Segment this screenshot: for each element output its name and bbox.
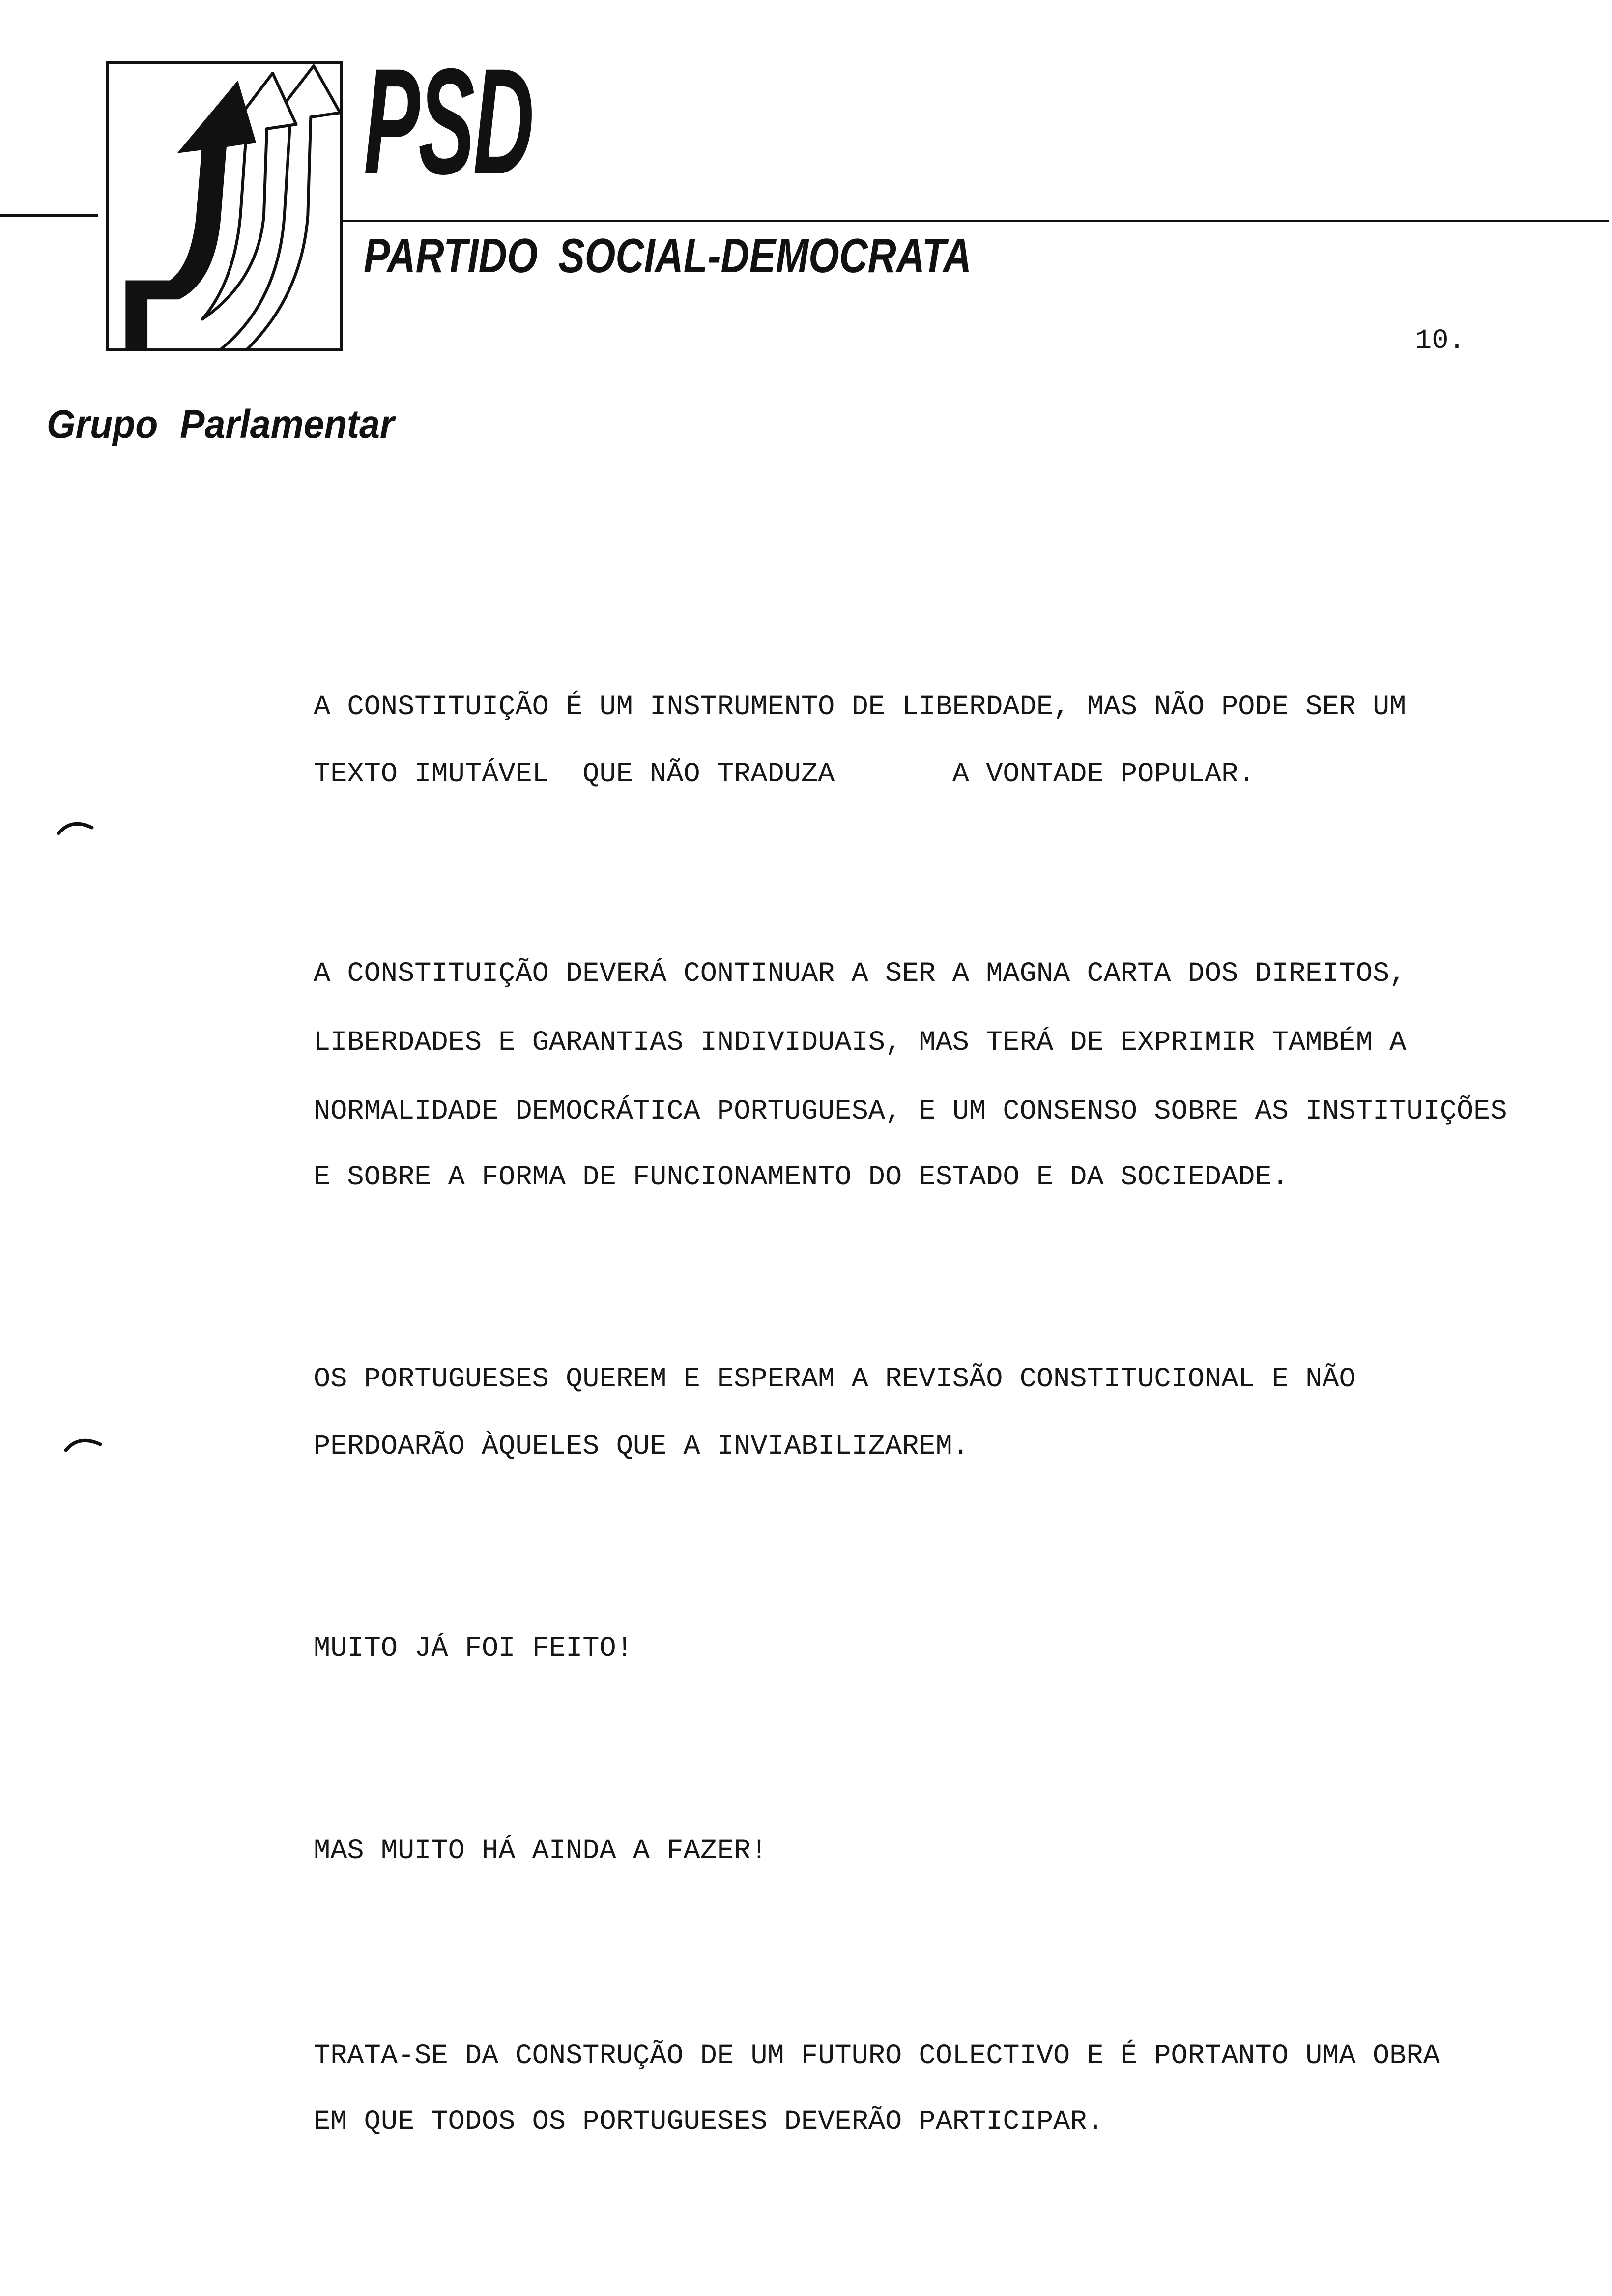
body-line: MAS MUITO HÁ AINDA A FAZER! bbox=[314, 1836, 768, 1867]
page-number: 10. bbox=[1415, 325, 1466, 357]
body-line: TRATA-SE DA CONSTRUÇÃO DE UM FUTURO COLECTIVO E É PORTANTO UMA OBRA bbox=[314, 2040, 1440, 2072]
group-label: Grupo Parlamentar bbox=[47, 402, 395, 447]
body-line: PERDOARÃO ÀQUELES QUE A INVIABILIZAREM. bbox=[314, 1431, 970, 1463]
body-line: LIBERDADES E GARANTIAS INDIVIDUAIS, MAS TERÁ DE EXPRIMIR TAMBÉM A bbox=[314, 1027, 1407, 1059]
body-line: NORMALIDADE DEMOCRÁTICA PORTUGUESA, E UM CONSENSO SOBRE AS INSTITUIÇÕES bbox=[314, 1096, 1507, 1127]
logo-arrow-black-icon bbox=[126, 82, 255, 350]
body-line: MUITO JÁ FOI FEITO! bbox=[314, 1633, 633, 1665]
hole-punch-mark-icon bbox=[64, 1433, 103, 1452]
body-line: EM QUE TODOS OS PORTUGUESES DEVERÃO PARTICIPAR. bbox=[314, 2106, 1104, 2138]
body-line: TEXTO IMUTÁVEL QUE NÃO TRADUZA A VONTADE POPULAR. bbox=[314, 759, 1255, 790]
header-rule-right bbox=[343, 220, 1609, 222]
hole-punch-mark-icon bbox=[57, 817, 96, 836]
body-line: E SOBRE A FORMA DE FUNCIONAMENTO DO ESTADO E DA SOCIEDADE. bbox=[314, 1162, 1289, 1193]
psd-wordmark: PSD bbox=[364, 37, 533, 206]
party-name: PARTIDO SOCIAL-DEMOCRATA bbox=[364, 229, 972, 283]
body-line: A CONSTITUIÇÃO É UM INSTRUMENTO DE LIBERDADE, MAS NÃO PODE SER UM bbox=[314, 691, 1407, 723]
header-rule-left bbox=[0, 214, 98, 217]
body-line: OS PORTUGUESES QUEREM E ESPERAM A REVISÃO CONSTITUCIONAL E NÃO bbox=[314, 1364, 1356, 1395]
body-line: A CONSTITUIÇÃO DEVERÁ CONTINUAR A SER A MAGNA CARTA DOS DIREITOS, bbox=[314, 958, 1407, 990]
psd-logo-icon bbox=[106, 61, 343, 351]
